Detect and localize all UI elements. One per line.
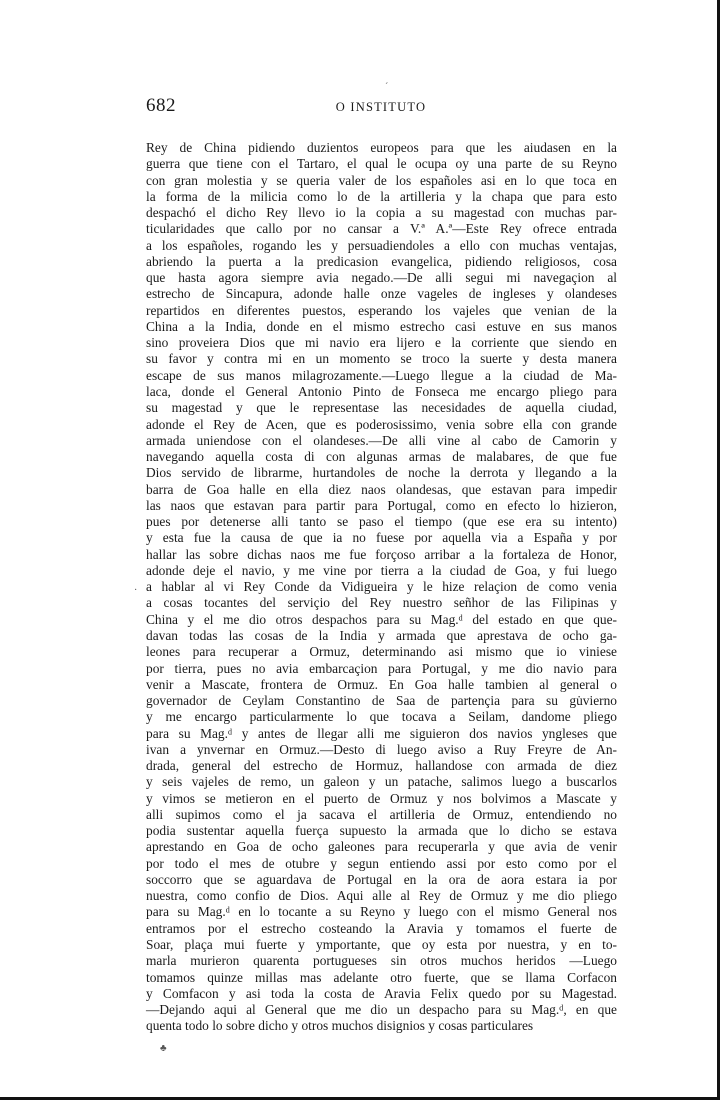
text-line: ticularidades que callo por no cansar a V.ª A.ª—Este Rey ofrece entrada — [146, 221, 617, 237]
text-line: estrecho de Sincapura, adonde halle onze vageles de ingleses y olandeses — [146, 286, 617, 302]
text-line: y seis vajeles de remo, un galeon y un patache, salimos luego a buscarlos — [146, 774, 617, 790]
text-line: venir a Mascate, frontera de Ormuz. En Goa halle tambien al general o — [146, 676, 617, 692]
text-line: y esta fue la causa de que ia no fuese por aquella via a España y por — [146, 530, 617, 546]
text-line: a los españoles, rogando les y persuadiendoles a ello con muchas ventajas, — [146, 237, 617, 253]
text-line: por tierra, pues no avia embarcaçion para Portugal, y me dio navio para — [146, 660, 617, 676]
text-line: —Dejando aqui al General que me dio un despacho para su Mag.ᵈ, en que — [146, 1002, 617, 1018]
text-line: que hasta agora siempre avia negado.—De alli segui mi navegaçion al — [146, 270, 617, 286]
text-line: barra de Goa halle en ella diez naos olandesas, que estavan para impedir — [146, 481, 617, 497]
text-line: por todo el mes de otubre y segun entiendo assi por esto como por el — [146, 855, 617, 871]
text-line: armada uniendose con el olandeses.—De alli vine al cabo de Camorin y — [146, 432, 617, 448]
print-speck: ♣ — [160, 1043, 167, 1054]
text-line: y Comfacon y asi toda la costa de Aravia Felix quedo por su Magestad. — [146, 985, 617, 1001]
text-line: repartidos en diferentes puestos, esperando los vajeles que venian de la — [146, 302, 617, 318]
text-line: tomamos quinze millas mas adelante otro fuerte, que se llama Corfacon — [146, 969, 617, 985]
running-title: O INSTITUTO — [335, 100, 427, 114]
text-line: entramos por el estrecho costeando la Aravia y tomamos el fuerte de — [146, 920, 617, 936]
text-line: a cosas tocantes del serviçio del Rey nuestro señhor de las Filipinas y — [146, 595, 617, 611]
body-text — [146, 140, 617, 1035]
text-line: davan todas las cosas de la India y armada que aprestava de ocho ga- — [146, 627, 617, 643]
text-line: Soar, plaça mui fuerte y ymportante, que oy esta por nuestra, y en to- — [146, 937, 617, 953]
text-line: adonde el Rey de Acen, que es poderosissimo, venia sobre ella con grande — [146, 416, 617, 432]
text-line: adonde deje el navio, y me vine por tierra a la ciudad de Goa, y fui luego — [146, 562, 617, 578]
text-line: abriendo la puerta a la predicasion evangelica, pidiendo religiosos, cosa — [146, 253, 617, 269]
page-number: 682 — [146, 95, 176, 116]
text-line: alli supimos como el ja sacava el artilleria de Ormuz, entendiendo no — [146, 806, 617, 822]
text-line: despachó el dicho Rey llevo io la copia a su magestad con muchas par- — [146, 205, 617, 221]
text-line: quenta todo lo sobre dicho y otros muchos disignios y cosas particulares — [146, 1018, 534, 1034]
text-line: y me encargo particularmente lo que tocava a Seilam, dandome pliego — [146, 709, 617, 725]
text-line: soccorro que se aguardava de Portugal en la ora de aora estara ia por — [146, 871, 617, 887]
text-line: pues por detenerse alli tanto se paso el tiempo (que ese era su intento) — [146, 514, 617, 530]
text-line: para su Mag.ᵈ en lo tocante a su Reyno y luego con el mismo General nos — [146, 904, 617, 920]
text-line: y vimos se metieron en el puerto de Ormuz y nos bolvimos a Mascate y — [146, 790, 617, 806]
text-line: sino proveiera Dios que mi navio era lijero e la corriente que siendo en — [146, 335, 617, 351]
text-line: China a la India, donde en el mismo estrecho casi estuve en sus manos — [146, 318, 617, 334]
text-line: la forma de la milicia como lo de la artilleria y la chapa que para esto — [146, 188, 617, 204]
text-line: su magestad y que le representase las necesidades de aquella ciudad, — [146, 400, 617, 416]
text-line: Rey de China pidiendo duzientos europeos para que les aiudasen en la — [146, 140, 617, 155]
print-speck: · — [134, 585, 138, 596]
page-header — [146, 95, 616, 125]
text-line: guerra que tiene con el Tartaro, el qual le ocupa oy una parte de su Reyno — [146, 156, 617, 172]
text-line: a hablar al vi Rey Conde da Vidigueira y le hize relaçion de como venia — [146, 579, 617, 595]
text-line: ivan a ynvernar en Ormuz.—Desto di luego aviso a Ruy Freyre de An- — [146, 741, 617, 757]
text-line: navegando aquella costa di con algunas armas de malabares, de que fue — [146, 449, 617, 465]
text-line: China y el me dio otros despachos para su Mag.ᵈ del estado en que que- — [146, 611, 617, 627]
text-line: laca, donde el General Antonio Pinto de Fonseca me encargo pliego para — [146, 383, 617, 399]
text-line: con gran molestia y se queria valer de los españoles asi en lo que toca en — [146, 172, 617, 188]
text-line: Dios servido de librarme, hurtandoles de noche la derrota y llegando a la — [146, 465, 617, 481]
text-line: nuestra, como confio de Dios. Aqui alle al Rey de Ormuz y me dio pliego — [146, 888, 617, 904]
print-speck: ˊ — [385, 82, 389, 93]
text-line: marla murieron quarenta portugueses sin otros muchos heridos —Luego — [146, 953, 617, 969]
text-line: leones para recuperar a Ormuz, determinando asi mismo que io viniese — [146, 644, 617, 660]
text-line: las naos que estavan para partir para Portugal, como en efecto lo hizieron, — [146, 497, 617, 513]
text-line: escape de sus manos milagrozamente.—Luego llegue a la ciudad de Ma- — [146, 367, 617, 383]
text-line: aprestando en Goa de ocho galeones para recuperarla y que avia de venir — [146, 839, 617, 855]
text-line: drada, general del estrecho de Hormuz, hallandose con armada de diez — [146, 758, 617, 774]
text-line: su favor y contra mi en un momento se troco la suerte y desta manera — [146, 351, 617, 367]
text-line: para su Mag.ᵈ y antes de llegar alli me siguieron dos navios yngleses que — [146, 725, 617, 741]
text-line: governador de Ceylam Constantino de Saa de partençia para su gu̇vierno — [146, 693, 617, 709]
text-line: podia sustentar aquella fuerça supuesto la armada que lo dicho se estava — [146, 823, 617, 839]
text-line: hallar las sobre dichas naos me fue forçoso arribar a la fortaleza de Honor, — [146, 546, 617, 562]
